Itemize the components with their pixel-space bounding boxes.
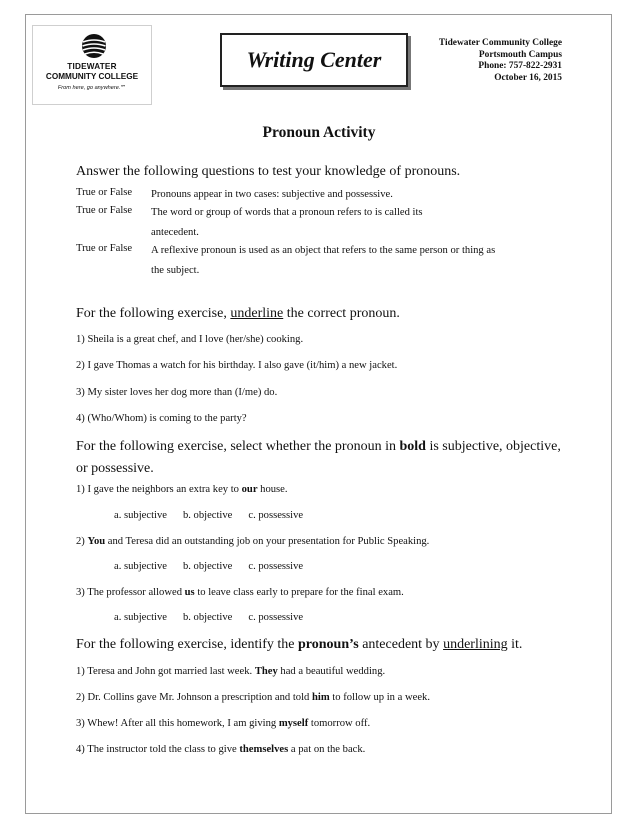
antecedent-question: [76, 691, 430, 705]
intro-text: it.: [507, 637, 523, 652]
choice-possessive: c. possessive: [248, 510, 304, 521]
choice-subjective: a. subjective: [114, 510, 167, 521]
antecedent-section-intro: [76, 634, 522, 656]
choice-subjective: a. subjective: [114, 561, 167, 572]
true-false-label: True or False: [76, 187, 133, 198]
pronoun-bold: myself: [278, 718, 309, 729]
question-text: 3) The professor allowed: [76, 587, 185, 598]
case-question: [76, 535, 429, 549]
intro-text: For the following exercise, identify the: [76, 637, 298, 652]
case-question: [76, 586, 404, 600]
question-text: 2) Dr. Collins gave Mr. Johnson a prescription and told: [76, 692, 312, 703]
choice-possessive: c. possessive: [248, 612, 304, 623]
underline-question: 1) Sheila is a great chef, and I love (her/she) cooking.: [76, 334, 304, 345]
info-date: October 16, 2015: [494, 72, 562, 83]
question-text: 3) Whew! After all this homework, I am giving: [76, 718, 279, 729]
pronoun-bold: him: [311, 692, 330, 703]
info-phone: Phone: 757-822-2931: [478, 61, 562, 71]
intro-underlined-word: underlining: [443, 637, 508, 652]
college-logo: [32, 25, 152, 105]
logo-line-1: TIDEWATER: [67, 62, 117, 71]
antecedent-question: [76, 717, 370, 731]
intro-text: For the following exercise, select whether the pronoun in: [76, 439, 400, 454]
intro-text: the correct pronoun.: [283, 306, 400, 321]
info-college: Tidewater Community College: [438, 38, 562, 48]
question-text: 4) The instructor told the class to give: [76, 744, 240, 755]
true-false-intro: Answer the following questions to test your knowledge of pronouns.: [76, 164, 461, 179]
question-text: house.: [257, 484, 288, 495]
question-text: had a beautiful wedding.: [277, 666, 386, 677]
case-question: [76, 483, 288, 497]
antecedent-question: [76, 665, 385, 679]
question-text: 1) Teresa and John got married last week.: [76, 666, 255, 677]
pronoun-bold: You: [87, 536, 106, 547]
case-section-intro: [76, 436, 566, 480]
choice-objective: b. objective: [182, 612, 233, 623]
underline-question: 2) I gave Thomas a watch for his birthday. I also gave (it/him) a new jacket.: [76, 360, 398, 371]
pronoun-bold: They: [254, 666, 278, 677]
question-text: and Teresa did an outstanding job on your presentation for Public Speaking.: [105, 536, 430, 547]
question-text: tomorrow off.: [308, 718, 371, 729]
intro-text: is subjective, objective, or possessive.: [76, 439, 561, 476]
question-text: 2): [76, 536, 88, 547]
true-false-statement: The word or group of words that a pronoun refers to is called its antecedent.: [151, 207, 423, 238]
wave-logo-icon: [81, 33, 107, 59]
pronoun-bold: themselves: [239, 744, 289, 755]
question-text: to leave class early to prepare for the final exam.: [194, 587, 404, 598]
intro-text: antecedent by: [358, 637, 444, 652]
choice-objective: b. objective: [182, 510, 233, 521]
true-false-statement: Pronouns appear in two cases: subjective and possessive.: [151, 189, 393, 200]
antecedent-question: [76, 743, 365, 757]
intro-bold-word: pronoun’s: [298, 637, 359, 652]
underline-question: 4) (Who/Whom) is coming to the party?: [76, 413, 247, 424]
header-info: [439, 38, 562, 84]
choice-objective: b. objective: [182, 561, 233, 572]
choice-subjective: a. subjective: [114, 612, 167, 623]
true-false-label: True or False: [76, 205, 133, 216]
writing-center-title: Writing Center: [220, 33, 408, 87]
true-false-statement: A reflexive pronoun is used as an object that refers to the same person or thing as the subject.: [151, 245, 496, 276]
page-title: Pronoun Activity: [262, 124, 376, 141]
underline-section-intro: [76, 303, 400, 325]
pronoun-bold: our: [241, 484, 258, 495]
true-false-label: True or False: [76, 243, 133, 254]
question-text: to follow up in a week.: [329, 692, 430, 703]
choice-possessive: c. possessive: [248, 561, 304, 572]
intro-underlined-word: underline: [230, 306, 284, 321]
case-choices: [114, 611, 319, 625]
logo-tagline: From here, go anywhere.℠: [57, 85, 127, 91]
case-choices: [114, 509, 319, 523]
question-text: a pat on the back.: [288, 744, 366, 755]
logo-line-2: COMMUNITY COLLEGE: [45, 72, 139, 81]
pronoun-bold: us: [184, 587, 195, 598]
underline-question: 3) My sister loves her dog more than (I/me) do.: [76, 387, 278, 398]
intro-text: For the following exercise,: [76, 306, 231, 321]
intro-bold-word: bold: [399, 439, 426, 454]
question-text: 1) I gave the neighbors an extra key to: [76, 484, 242, 495]
info-campus: Portsmouth Campus: [478, 49, 562, 60]
case-choices: [114, 560, 319, 574]
